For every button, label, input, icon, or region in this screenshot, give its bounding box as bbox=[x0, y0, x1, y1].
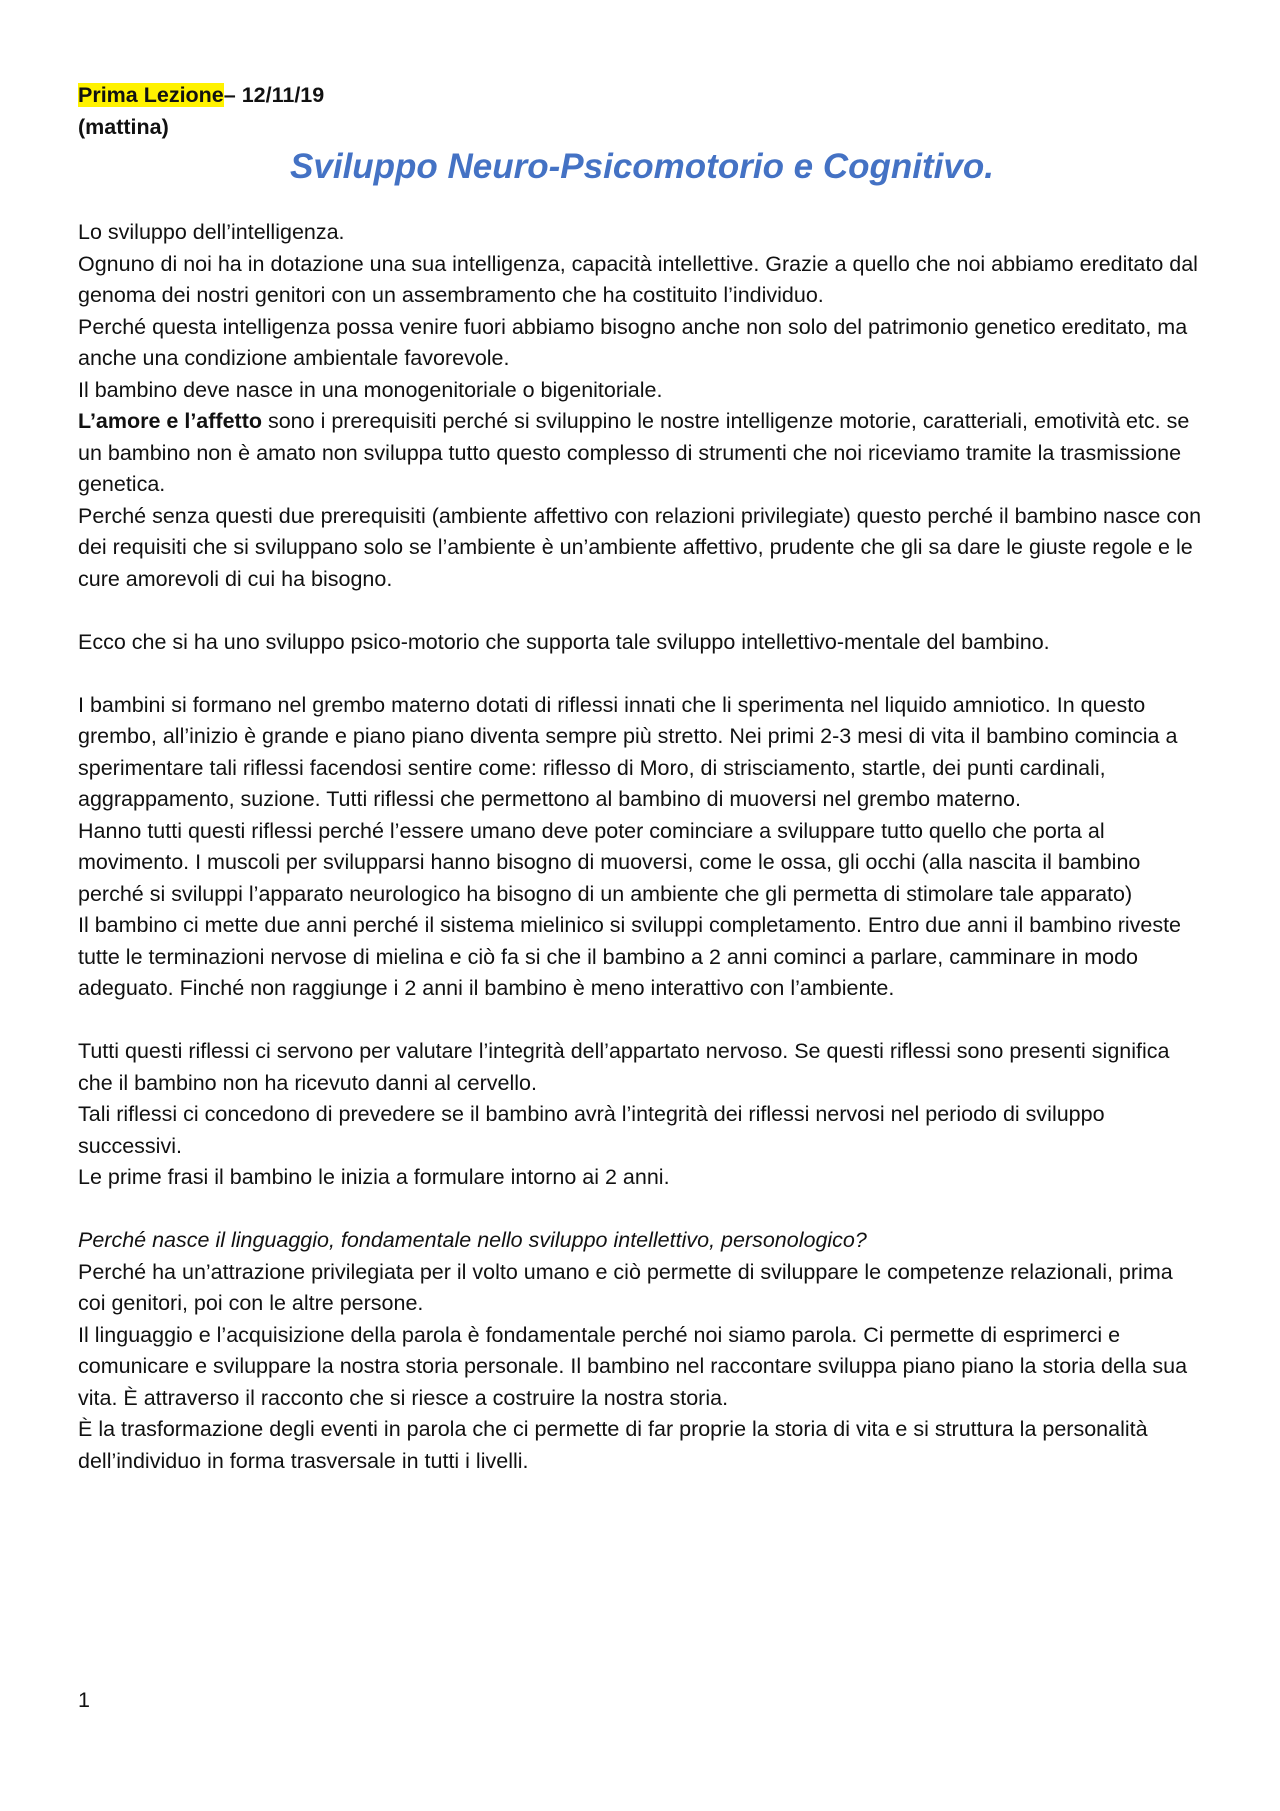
paragraph: È la trasformazione degli eventi in parola che ci permette di far proprie la storia di vita e si struttura la personalità dell’individuo in forma trasversale in tutti i livelli. bbox=[78, 1417, 1148, 1473]
paragraph: Hanno tutti questi riflessi perché l’essere umano deve poter cominciare a sviluppare tutto quello che porta al movimento. I muscoli per svilupparsi hanno bisogno di muoversi, come le ossa, gli occhi (alla nascita il bambino perché si sviluppi l’apparato neurologico ha bisogno di un ambiente che gli permetta di stimolare tale apparato) bbox=[78, 818, 1141, 906]
paragraph: Il bambino ci mette due anni perché il sistema mielinico si sviluppi completamento. Entro due anni il bambino riveste tutte le terminazioni nervose di mielina e ciò fa si che il bambino a 2 anni cominci a parlare, camminare in modo adeguato. Finché non raggiunge i 2 anni il bambino è meno interattivo con l’ambiente. bbox=[78, 913, 1182, 1000]
italic-question: Perché nasce il linguaggio, fondamentale nello sviluppo intellettivo, personologico? bbox=[78, 1228, 867, 1252]
page-number: 1 bbox=[78, 1688, 90, 1712]
paragraph: Perché questa intelligenza possa venire fuori abbiamo bisogno anche non solo del patrimonio genetico ereditato, ma anche una condizione ambientale favorevole. bbox=[78, 314, 1188, 370]
document-title: Sviluppo Neuro-Psicomotorio e Cognitivo. bbox=[290, 147, 994, 186]
paragraph-gap bbox=[78, 1005, 1206, 1037]
paragraph: Tutti questi riflessi ci servono per valutare l’integrità dell’appartato nervoso. Se questi riflessi sono presenti significa che il bambino non ha ricevuto danni al cervello. bbox=[78, 1039, 1170, 1095]
paragraph-gap bbox=[78, 595, 1206, 627]
paragraph: Le prime frasi il bambino le inizia a formulare intorno ai 2 anni. bbox=[78, 1165, 670, 1189]
lesson-date: – 12/11/19 bbox=[223, 83, 325, 107]
paragraph: Lo sviluppo dell’intelligenza. bbox=[78, 220, 345, 244]
document-body bbox=[78, 80, 1206, 1477]
paragraph: Tali riflessi ci concedono di prevedere se il bambino avrà l’integrità dei riflessi nervosi nel periodo di sviluppo successivi. bbox=[78, 1102, 1105, 1158]
lesson-label: Prima Lezione bbox=[78, 83, 224, 107]
paragraph: Ecco che si ha uno sviluppo psico-motorio che supporta tale sviluppo intellettivo-mentale del bambino. bbox=[78, 629, 1050, 654]
paragraph: Il linguaggio e l’acquisizione della parola è fondamentale perché noi siamo parola. Ci permette di esprimerci e comunicare e sviluppare la nostra storia personale. Il bambino nel raccontare sviluppa piano piano la storia della sua vita. È attraverso il racconto che si riesce a costruire la nostra storia. bbox=[78, 1322, 1188, 1410]
lesson-session: (mattina) bbox=[78, 114, 169, 139]
paragraph bbox=[78, 406, 1206, 501]
paragraph: Perché ha un’attrazione privilegiata per il volto umano e ciò permette di sviluppare le competenze relazionali, prima coi genitori, poi con le altre persone. bbox=[78, 1259, 1173, 1315]
paragraph: Il bambino deve nasce in una monogenitoriale o bigenitoriale. bbox=[78, 377, 663, 402]
paragraph: Ognuno di noi ha in dotazione una sua intelligenza, capacità intellettive. Grazie a quello che noi abbiamo ereditato dal genoma dei nostri genitori con un assembramento che ha costituito l’individuo. bbox=[78, 251, 1198, 307]
paragraph-text: sono i prerequisiti perché si sviluppino le nostre intelligenze motorie, caratteriali, emotività etc. se un bambino non è amato non sviluppa tutto questo complesso di strumenti che noi riceviamo tramite la trasmissione genetica. bbox=[78, 409, 1190, 496]
paragraph-gap bbox=[78, 658, 1206, 690]
bold-phrase: L’amore e l’affetto bbox=[78, 409, 262, 433]
lesson-header bbox=[78, 80, 1206, 112]
paragraph-gap bbox=[78, 1194, 1206, 1226]
paragraph: I bambini si formano nel grembo materno dotati di riflessi innati che li sperimenta nel liquido amniotico. In questo grembo, all’inizio è grande e piano piano diventa sempre più stretto. Nei primi 2-3 mesi di vita il bambino comincia a sperimentare tali riflessi facendosi sentire come: riflesso di Moro, di strisciamento, startle, dei punti cardinali, aggrappamento, suzione. Tutti riflessi che permettono al bambino di muoversi nel grembo materno. bbox=[78, 692, 1178, 811]
paragraph: Perché senza questi due prerequisiti (ambiente affettivo con relazioni privilegiate) questo perché il bambino nasce con dei requisiti che si sviluppano solo se l’ambiente è un’ambiente affettivo, prudente che gli sa dare le giuste regole e le cure amorevoli di cui ha bisogno. bbox=[78, 503, 1202, 591]
